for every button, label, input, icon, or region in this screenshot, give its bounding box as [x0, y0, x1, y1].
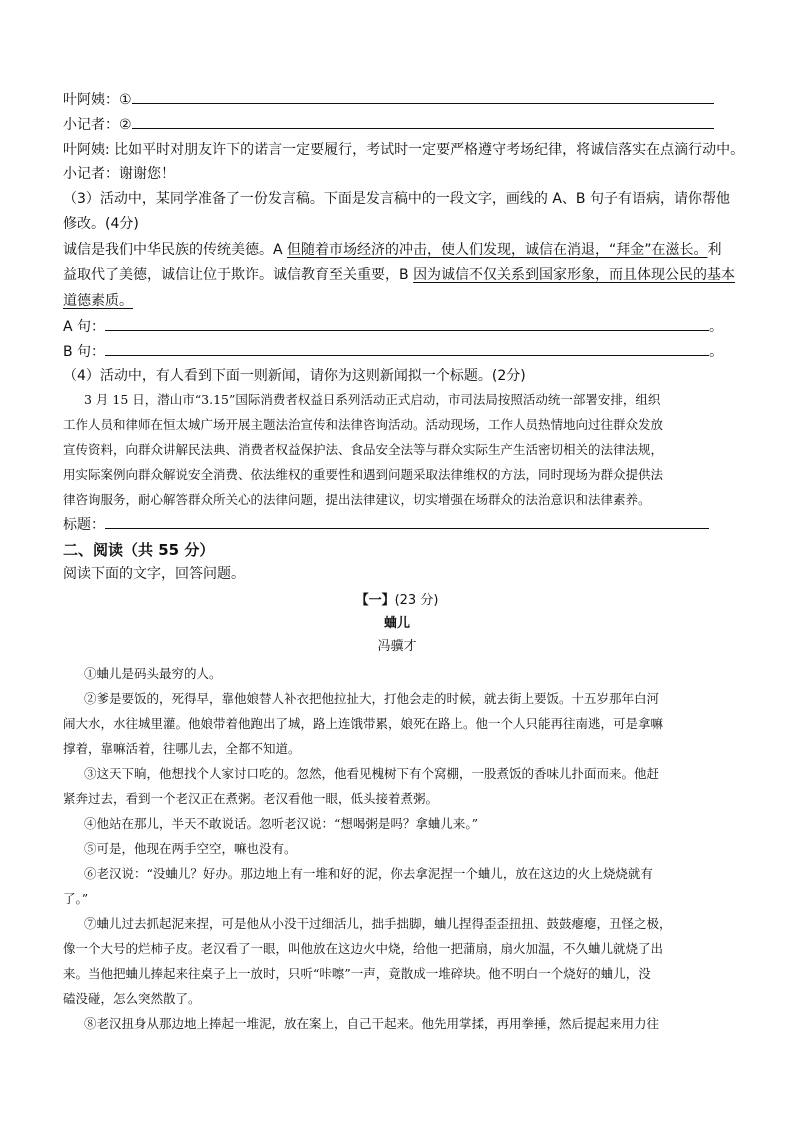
paragraph-6-line: 了。” [63, 891, 89, 906]
q3-passage-line-1: 诚信是我们中华民族的传统美德。A 但随着市场经济的冲击，使人们发现，诚信在消退，“拜金”在滋长。利 [63, 242, 722, 258]
answer-blank-title[interactable] [105, 514, 709, 529]
speaker-label: 小记者：② [63, 117, 132, 133]
news-line-3: 宣传资料，向群众讲解民法典、消费者权益保护法、食品安全法等与群众实际生产生活密切相关的法律法规， [63, 442, 664, 457]
q4-prompt: （4）活动中，有人看到下面一则新闻，请你为这则新闻拟一个标题。(2分) [63, 368, 526, 384]
story-author: 冯骥才 [377, 639, 417, 654]
dialog-line-2 [63, 113, 714, 137]
news-line-2: 工作人员和律师在恒太城广场开展主题法治宣传和法律咨询活动。活动现场，工作人员热情地向过往群众发放 [63, 417, 664, 432]
part-heading: 【一】(23 分) [355, 593, 439, 608]
q3-passage-line-2: 益取代了美德，诚信让位于欺诈。诚信教育至关重要，B 因为诚信不仅关系到国家形象，而且体现公民的基本 [63, 267, 736, 283]
paragraph-1: ①蛐儿是码头最穷的人。 [84, 666, 222, 681]
q3-answer-a: A 句： 。 [63, 315, 723, 339]
sentence-a: 但随着市场经济的冲击，使人们发现，诚信在消退，“拜金”在滋长。 [287, 242, 708, 258]
paragraph-7: ⑦蛐儿过去抓起泥来捏，可是他从小没干过细活儿，拙手拙脚，蛐儿捏得歪歪扭扭、鼓鼓瘪瘪，丑怪之极， [84, 916, 672, 931]
q3-prompt-cont: 修改。(4分) [63, 216, 139, 232]
answer-blank-a[interactable] [105, 316, 709, 331]
paragraph-2: ②爹是要饭的，死得早，靠他娘替人补衣把他拉扯大，打他会走的时候，就去街上要饭。十五岁那年白河 [84, 691, 660, 706]
paragraph-3-line: 紧奔过去，看到一个老汉正在煮粥。老汉看他一眼，低头接着煮粥。 [63, 791, 439, 806]
q4-title-line: 标题： [63, 513, 709, 537]
answer-blank-b[interactable] [105, 341, 709, 356]
news-line-4: 用实际案例向群众解说安全消费、依法维权的重要性和遇到问题采取法律维权的方法，同时现场为群众提供法 [63, 467, 664, 482]
section-heading: 二、阅读（共 55 分） [63, 541, 215, 559]
paragraph-2-line: 撑着，靠嘛活着，往哪儿去，全都不知道。 [63, 741, 301, 756]
news-line-1: 3 月 15 日，潜山市“3.15”国际消费者权益日系列活动正式启动，市司法局按照活动统一部署安排，组织 [84, 392, 661, 407]
paragraph-3: ③这天下晌，他想找个人家讨口吃的。忽然，他看见槐树下有个窝棚，一股煮饭的香味儿扑面而来。他赶 [84, 766, 660, 781]
answer-blank-1[interactable] [132, 89, 714, 104]
paragraph-7-line: 来。当他把蛐儿捧起来往桌子上一放时，只听“咔嚓”一声，竟散成一堆碎块。他不明白一个烧好的蛐儿，没 [63, 966, 651, 981]
paragraph-2-line: 闹大水，水往城里灌。他娘带着他跑出了城，路上连饿带累，娘死在路上。他一个人只能再往南逃，可是拿嘛 [63, 716, 664, 731]
dialog-line-1 [63, 88, 714, 112]
paragraph-7-line: 像一个大号的烂柿子皮。老汉看了一眼，叫他放在这边火中烧，给他一把蒲扇，扇火加温，不久蛐儿就烧了出 [63, 941, 664, 956]
q3-passage-line-3 [63, 289, 133, 313]
dialog-line-3: 叶阿姨: 比如平时对朋友许下的诺言一定要履行，考试时一定要严格遵守考场纪律，将诚信落实在点滴行动中。 [63, 142, 745, 158]
answer-blank-2[interactable] [132, 114, 714, 129]
sentence-b: 因为诚信不仅关系到国家形象，而且体现公民的基本 [413, 267, 736, 283]
section-instruction: 阅读下面的文字，回答问题。 [63, 566, 245, 582]
story-title: 蛐儿 [383, 616, 410, 631]
news-line-5: 律咨询服务，耐心解答群众所关心的法律问题，提出法律建议，切实增强在场群众的法治意识和法律素养。 [63, 492, 651, 507]
dialog-line-4: 小记者：谢谢您！ [63, 166, 175, 182]
paragraph-8: ⑧老汉扭身从那边地上捧起一堆泥，放在案上，自己干起来。他先用掌揉，再用拳捶，然后提起来用力往 [84, 1016, 660, 1031]
q3-prompt: （3）活动中，某同学准备了一份发言稿。下面是发言稿中的一段文字，画线的 A、B 句子有语病，请你帮他 [63, 191, 730, 207]
paragraph-5: ⑤可是，他现在两手空空，嘛也没有。 [84, 841, 297, 856]
q3-answer-b: B 句： 。 [63, 340, 723, 364]
paragraph-6: ⑥老汉说：“没蛐儿？好办。那边地上有一堆和好的泥，你去拿泥捏一个蛐儿，放在这边的火上烧烧就有 [84, 866, 653, 881]
sentence-b-cont: 道德素质。 [63, 293, 133, 309]
paragraph-4: ④他站在那儿，半天不敢说话。忽听老汉说：“想喝粥是吗？拿蛐儿来。” [84, 816, 479, 831]
speaker-label: 叶阿姨：① [63, 92, 132, 108]
paragraph-7-line: 磕没碰，怎么突然散了。 [63, 991, 201, 1006]
